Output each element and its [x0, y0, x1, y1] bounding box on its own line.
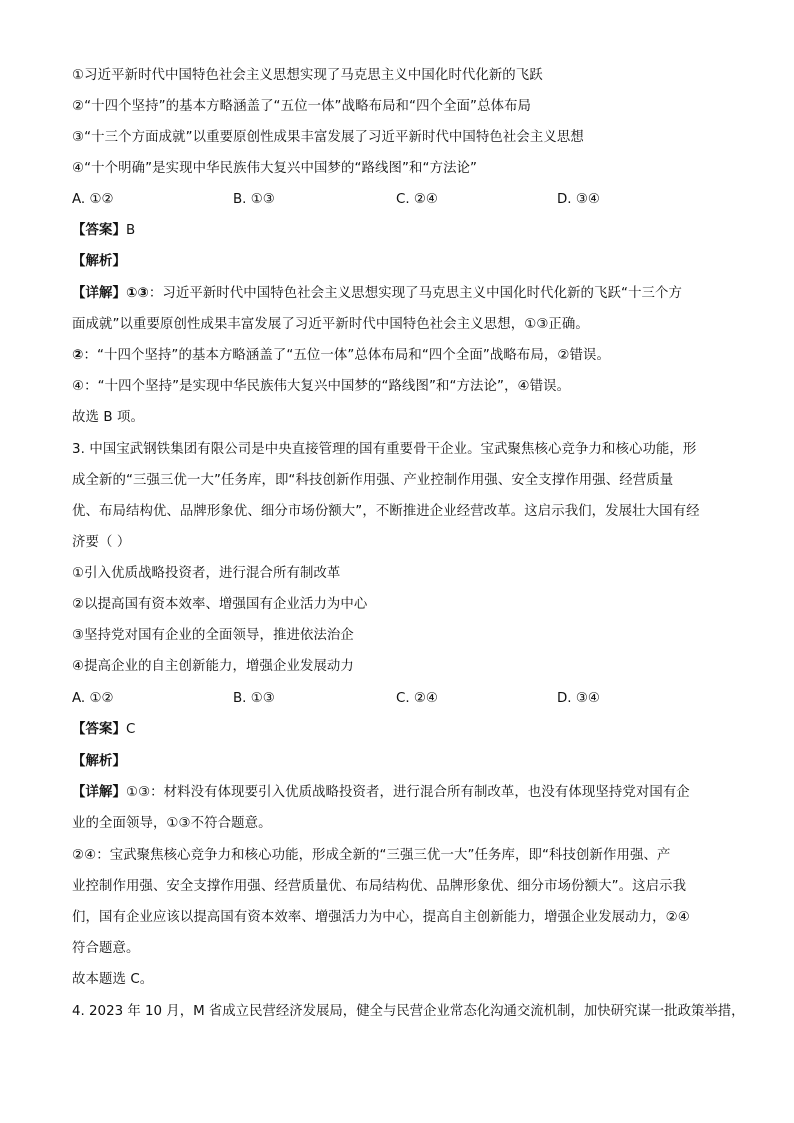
- q3-analysis-label: 【解析】: [72, 754, 126, 769]
- q2-detail-line-3: [72, 346, 732, 366]
- detail-label: 【详解】: [72, 785, 126, 800]
- q3-option-b: B. ①③: [233, 691, 275, 706]
- q3-item-2: ②以提高国有资本效率、增强国有企业活力为中心: [72, 597, 368, 612]
- q2-conclusion: 故选 B 项。: [72, 410, 144, 425]
- q3-item-3: ③坚持党对国有企业的全面领导，推进依法治企: [72, 628, 354, 643]
- detail-text: ①③：材料没有体现要引入优质战略投资者，进行混合所有制改革，也没有体现坚持党对国有企: [125, 785, 690, 800]
- q3-item-4: ④提高企业的自主创新能力，增强企业发展动力: [72, 659, 354, 674]
- q3-answer: [72, 720, 732, 740]
- detail-bold-prefix: ①③: [125, 286, 149, 301]
- q2-option-c: C. ②④: [396, 192, 438, 207]
- q3-stem-line-1: 3. 中国宝武钢铁集团有限公司是中央直接管理的国有重要骨干企业。宝武聚焦核心竞争力和核心功能，形: [72, 442, 697, 457]
- answer-label: 【答案】: [72, 722, 126, 737]
- answer-value: C: [125, 722, 136, 737]
- detail-text-3: ：“十四个坚持”的基本方略涵盖了“五位一体”总体布局和“四个全面”战略布局，②错误。: [83, 348, 610, 363]
- q2-detail-line-4: ④：“十四个坚持”是实现中华民族伟大复兴中国梦的“路线图”和“方法论”，④错误。: [72, 379, 571, 394]
- q4-stem-line-1: 4. 2023 年 10 月，M 省成立民营经济发展局，健全与民营企业常态化沟通交流机制，加快研究谋一批政策举措，: [72, 1004, 745, 1019]
- q2-item-2: ②“十四个坚持”的基本方略涵盖了“五位一体”战略布局和“四个全面”总体布局: [72, 99, 532, 114]
- q3-option-c: C. ②④: [396, 691, 438, 706]
- q2-option-d: D. ③④: [557, 192, 600, 207]
- q3-detail-line-4: 业控制作用强、安全支撑作用强、经营质量优、布局结构优、品牌形象优、细分市场份额大”。这启示我: [72, 879, 687, 894]
- answer-label: 【答案】: [72, 223, 126, 238]
- detail-bold-2: ②: [72, 348, 84, 363]
- answer-value: B: [125, 223, 136, 238]
- q3-detail-line-2: 业的全面领导，①③不符合题意。: [72, 816, 272, 831]
- q2-analysis-label: 【解析】: [72, 254, 126, 269]
- q3-stem-line-2: 成全新的“三强三优一大”任务库，即“科技创新作用强、产业控制作用强、安全支撑作用强、经营质量: [72, 473, 674, 488]
- detail-label: 【详解】: [72, 286, 126, 301]
- q2-detail-line-2: 面成就”以重要原创性成果丰富发展了习近平新时代中国特色社会主义思想，①③正确。: [72, 317, 589, 332]
- q3-stem-line-4: 济要（ ）: [72, 535, 131, 550]
- q2-item-1: ①习近平新时代中国特色社会主义思想实现了马克思主义中国化时代化新的飞跃: [72, 68, 543, 83]
- q2-option-b: B. ①③: [233, 192, 275, 207]
- q3-stem-line-3: 优、布局结构优、品牌形象优、细分市场份额大”，不断推进企业经营改革。这启示我们，发展壮大国有经: [72, 504, 700, 519]
- q2-answer: [72, 221, 732, 241]
- q3-detail-line-5: 们，国有企业应该以提高国有资本效率、增强活力为中心，提高自主创新能力，增强企业发展动力，②④: [72, 910, 690, 925]
- q3-detail-line-1: [72, 783, 732, 803]
- q2-detail-line-1: [72, 284, 732, 304]
- q3-conclusion: 故本题选 C。: [72, 972, 154, 987]
- q2-item-4: ④“十个明确”是实现中华民族伟大复兴中国梦的“路线图”和“方法论”: [72, 161, 478, 176]
- q3-option-d: D. ③④: [557, 691, 600, 706]
- q2-option-a: A. ①②: [72, 192, 114, 207]
- detail-text: ：习近平新时代中国特色社会主义思想实现了马克思主义中国化时代化新的飞跃“十三个方: [148, 286, 683, 301]
- q3-detail-line-6: 符合题意。: [72, 941, 140, 956]
- q3-option-a: A. ①②: [72, 691, 114, 706]
- q3-item-1: ①引入优质战略投资者，进行混合所有制改革: [72, 566, 341, 581]
- q2-item-3: ③“十三个方面成就”以重要原创性成果丰富发展了习近平新时代中国特色社会主义思想: [72, 130, 584, 145]
- q3-detail-line-3: ②④：宝武聚焦核心竞争力和核心功能，形成全新的“三强三优一大”任务库，即“科技创新作用强、产: [72, 848, 671, 863]
